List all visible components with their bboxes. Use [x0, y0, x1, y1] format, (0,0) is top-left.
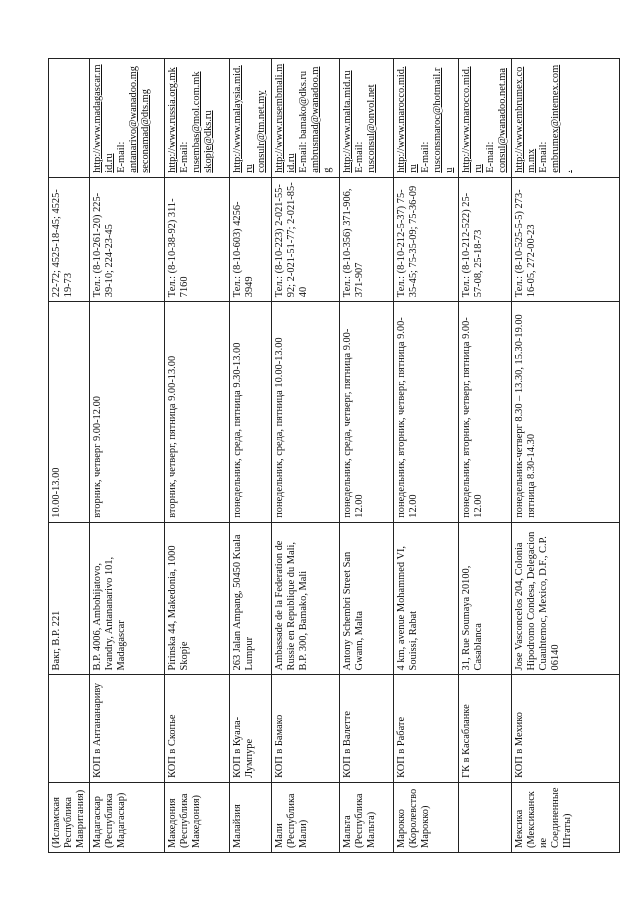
address-cell: 263 Jalan Ampang, 50450 Kuala Lumpur [230, 522, 272, 675]
web-cell [512, 59, 620, 178]
hours-cell: понедельник-четверг 8.30 – 13.30, 15.30-19.00 пятница 8.30-14.30 [512, 302, 620, 523]
table-row [165, 59, 230, 853]
office-cell: ГК в Касабланке [459, 675, 512, 782]
website-link[interactable]: http://www.marocco.mid.ru [461, 66, 484, 173]
table-row [90, 59, 165, 853]
website-link[interactable]: http://www.malaysia.mid.ru [232, 65, 255, 173]
phone-cell: Тел.: (8-10-212-522) 25-57-08, 25-18-73 [459, 177, 512, 301]
web-cell [394, 59, 459, 178]
email-line[interactable]: E-mail: bamako@dks.ru [298, 70, 309, 173]
hours-cell: понедельник, среда, четверг, пятница 9.00-12.00 [340, 302, 394, 523]
address-cell: Ambassade de la Federation de Russie en Republique du Mali, B.P. 300, Bamako, Mali [272, 522, 340, 675]
address-cell: Antony Schembri Street San Gwann, Malta [340, 522, 394, 675]
phone-cell: Тел.: (8-10-356) 371-906, 371-907 [340, 177, 394, 301]
email-label: E-mail: [354, 141, 365, 173]
phone-cell: Тел.: (8-10-223) 2-021-55-92; 2-021-51-77; 2-021-85-40 [272, 177, 340, 301]
table-row [340, 59, 394, 853]
email-label: E-mail: [538, 141, 549, 173]
website-link[interactable]: http://www.embrumex.com.mx [514, 66, 537, 173]
office-cell: КОП в Бамако [272, 675, 340, 782]
website-link[interactable]: http://www.madagascar.mid.ru [92, 64, 115, 173]
email-link[interactable]: consulr@tm.net.my [256, 90, 267, 173]
country-cell: Македония (Республика Македония) [165, 782, 230, 852]
office-cell: КОП в Куала-Лумпуре [230, 675, 272, 782]
email-link[interactable]: antanarivo@wanadoo.mg [128, 65, 139, 173]
table-row [512, 59, 620, 853]
rotated-page [48, 58, 593, 853]
phone-cell: Тел.: (8-10-261-20) 225-39-10; 224-23-45 [90, 177, 165, 301]
web-cell [459, 59, 512, 178]
web-cell [340, 59, 394, 178]
table-row [49, 59, 90, 853]
address-cell: Pirinska 44, Makedonia, 1000 Skopje [165, 522, 230, 675]
table-row [230, 59, 272, 853]
hours-cell: 10.00-13.00 [49, 302, 90, 523]
email-link[interactable]: rusconsul@onvol.net [366, 84, 377, 173]
email-label: E-mail: [116, 141, 127, 173]
email-link[interactable]: seconamad@dts.mg [140, 89, 151, 173]
address-cell: Jose Vasconcelos 204, Colonia Hipodromo Condesa, Delegacion Cuauhtemoc, Mexico, D.F., C.P. 06140 [512, 522, 620, 675]
phone-cell: Тел.: (8-10-38-92) 311-7160 [165, 177, 230, 301]
address-cell: 31, Rue Soumaya 20100, Casablanca [459, 522, 512, 675]
website-link[interactable]: http://www.malta.mid.ru [342, 70, 353, 173]
hours-cell: понедельник, среда, пятница 10.00-13.00 [272, 302, 340, 523]
email-link[interactable]: rusconsmaroc@hotmail.ru [432, 67, 455, 173]
hours-cell: понедельник, вторник, четверг, пятница 9.00-12.00 [459, 302, 512, 523]
table-row [394, 59, 459, 853]
address-cell: B.P. 4006, Ambohijatovo, Ivandry, Antananarivo 101, Madagascar [90, 522, 165, 675]
web-cell [230, 59, 272, 178]
country-cell: Мали (Республика Мали) [272, 782, 340, 852]
country-cell: Мальта (Республика Мальта) [340, 782, 394, 852]
web-cell [90, 59, 165, 178]
email-link[interactable]: rusembas@mol.com.mk [191, 71, 202, 173]
consulates-table [48, 58, 620, 853]
website-link[interactable]: http://www.russia.org.mk [167, 67, 178, 173]
website-link[interactable]: http://www.marocco.mid.ru [396, 66, 419, 173]
office-cell: КОП в Антананариву [90, 675, 165, 782]
email-label: E-mail: [485, 141, 496, 173]
hours-cell: понедельник, вторник, четверг, пятница 9.00-12.00 [394, 302, 459, 523]
table-row [459, 59, 512, 853]
office-cell [49, 675, 90, 782]
table-row [272, 59, 340, 853]
country-cell: Мексика (Мексиканские Соединенные Штаты) [512, 782, 620, 852]
office-cell: КОП в Валетте [340, 675, 394, 782]
hours-cell: понедельник, среда, пятница 9.30-13.00 [230, 302, 272, 523]
office-cell: КОП в Мехико [512, 675, 620, 782]
phone-cell: Тел.: (8-10-212-5-37) 75-35-45; 75-35-09; 75-36-09 [394, 177, 459, 301]
country-cell [459, 782, 512, 852]
web-cell [272, 59, 340, 178]
country-cell: (Исламская Республика Мавритания) [49, 782, 90, 852]
web-cell [49, 59, 90, 178]
website-link[interactable]: http://www.rusembmali.mid.ru [274, 63, 297, 173]
phone-cell: Тел.: (8-10-603) 4256-3949 [230, 177, 272, 301]
email-link[interactable]: skopje@dks.ru [203, 110, 214, 173]
hours-cell: вторник, четверг 9.00-12.00 [90, 302, 165, 523]
country-cell: Марокко (Королевство Марокко) [394, 782, 459, 852]
hours-cell: вторник, четверг, пятница 9.00-13.00 [165, 302, 230, 523]
office-cell: КОП в Рабате [394, 675, 459, 782]
country-cell: Мадагаскар (Республика Мадагаскар) [90, 782, 165, 852]
phone-cell: Тел.: (8-10-525-5-5) 273-16-05, 272-00-23 [512, 177, 620, 301]
address-cell: Bакг, B.P. 221 [49, 522, 90, 675]
phone-cell: 22-72; 4525-18-45; 4525-19-73 [49, 177, 90, 301]
email-label: E-mail: [179, 141, 190, 173]
email-link[interactable]: consul@wanadoo.net.ma [497, 68, 508, 173]
office-cell: КОП в Скопье [165, 675, 230, 782]
address-cell: 4 km, avenue Mohammed VI, Souissi, Rabat [394, 522, 459, 675]
email-link[interactable]: embrumex@intemex.com. [550, 64, 573, 173]
email-link[interactable]: ambrusmad@wanadoo.mg [310, 66, 333, 173]
email-label: E-mail: [420, 141, 431, 173]
country-cell: Малайзия [230, 782, 272, 852]
web-cell [165, 59, 230, 178]
